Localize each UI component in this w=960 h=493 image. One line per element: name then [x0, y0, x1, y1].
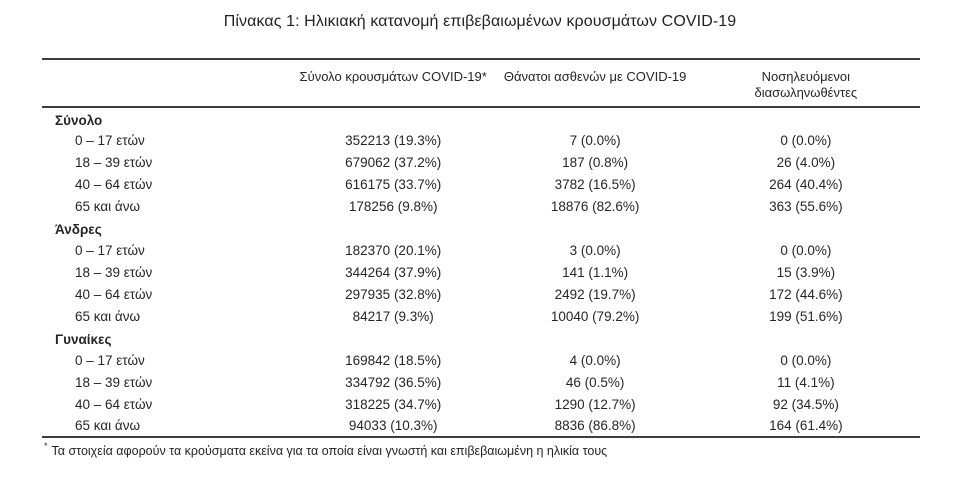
row-label: 0 – 17 ετών	[75, 242, 145, 258]
intubated-value: 363 (55.6%)	[769, 198, 843, 214]
deaths-value: 1290 (12.7%)	[554, 396, 636, 412]
column-header-intubated	[692, 59, 920, 107]
row-label: 0 – 17 ετών	[75, 352, 145, 368]
deaths-value: 4 (0.0%)	[569, 352, 621, 368]
column-header-deaths: Θάνατοι ασθενών με COVID-19	[499, 59, 692, 107]
column-header-cases: Σύνολο κρουσμάτων COVID-19*	[288, 59, 499, 107]
cases-value: 178256 (9.8%)	[348, 198, 438, 214]
deaths-value: 141 (1.1%)	[562, 264, 629, 280]
intubated-value: 92 (34.5%)	[772, 396, 839, 412]
column-header-empty	[42, 59, 288, 107]
intubated-value: 26 (4.0%)	[776, 154, 836, 170]
footnote-asterisk: *	[44, 441, 48, 451]
cases-value: 679062 (37.2%)	[345, 154, 442, 170]
deaths-value: 8836 (86.8%)	[554, 418, 636, 433]
row-label: 40 – 64 ετών	[75, 286, 153, 302]
row-label: 65 και άνω	[75, 198, 141, 214]
deaths-value: 3 (0.0%)	[569, 242, 621, 258]
row-label: 18 – 39 ετών	[75, 264, 153, 280]
deaths-value: 187 (0.8%)	[562, 154, 629, 170]
section-row-total	[42, 107, 920, 129]
intubated-value: 164 (61.4%)	[769, 418, 843, 433]
table-row	[42, 129, 920, 151]
intubated-value: 0 (0.0%)	[780, 132, 832, 148]
cases-value: 334792 (36.5%)	[345, 374, 442, 390]
table-row	[42, 305, 920, 327]
table-row	[42, 283, 920, 305]
section-label: Άνδρες	[55, 222, 102, 237]
deaths-value: 18876 (82.6%)	[550, 198, 640, 214]
intubated-value: 172 (44.6%)	[769, 286, 843, 302]
cases-value: 182370 (20.1%)	[345, 242, 442, 258]
footnote-text: Τα στοιχεία αφορούν τα κρούσματα εκείνα για τα οποία είναι γνωστή και επιβεβαιωμένη η ηλικία τους	[51, 444, 608, 458]
column-header-intubated-label: Νοσηλευόμενοι διασωληνωθέντες	[754, 69, 858, 100]
deaths-value: 46 (0.5%)	[565, 374, 625, 390]
intubated-value: 199 (51.6%)	[769, 308, 843, 324]
intubated-value: 264 (40.4%)	[769, 176, 843, 192]
deaths-value: 2492 (19.7%)	[554, 286, 636, 302]
deaths-value: 3782 (16.5%)	[554, 176, 636, 192]
section-row-men	[42, 217, 920, 239]
table-row	[42, 195, 920, 217]
cases-value: 344264 (37.9%)	[345, 264, 442, 280]
header-row	[42, 59, 920, 107]
table-footnote	[44, 441, 920, 458]
intubated-value: 15 (3.9%)	[776, 264, 836, 280]
row-label: 65 και άνω	[75, 418, 141, 433]
table-row	[42, 371, 920, 393]
cases-value: 352213 (19.3%)	[345, 132, 442, 148]
covid-age-distribution-table	[42, 58, 920, 438]
section-label: Σύνολο	[55, 112, 103, 128]
deaths-value: 10040 (79.2%)	[550, 308, 640, 324]
table-row	[42, 151, 920, 173]
row-label: 0 – 17 ετών	[75, 132, 145, 148]
cases-value: 84217 (9.3%)	[352, 308, 434, 324]
section-row-women	[42, 327, 920, 349]
cases-value: 318225 (34.7%)	[345, 396, 442, 412]
table-row	[42, 173, 920, 195]
table-row	[42, 239, 920, 261]
deaths-value: 7 (0.0%)	[569, 132, 621, 148]
table-row	[42, 415, 920, 437]
cases-value: 94033 (10.3%)	[348, 418, 438, 433]
row-label: 65 και άνω	[75, 308, 141, 324]
intubated-value: 0 (0.0%)	[780, 242, 832, 258]
row-label: 40 – 64 ετών	[75, 176, 153, 192]
page-title: Πίνακας 1: Ηλικιακή κατανομή επιβεβαιωμένων κρουσμάτων COVID-19	[223, 13, 737, 30]
table-row	[42, 261, 920, 283]
cases-value: 297935 (32.8%)	[345, 286, 442, 302]
intubated-value: 0 (0.0%)	[780, 352, 832, 368]
row-label: 18 – 39 ετών	[75, 154, 153, 170]
cases-value: 616175 (33.7%)	[345, 176, 442, 192]
row-label: 40 – 64 ετών	[75, 396, 153, 412]
cases-value: 169842 (18.5%)	[345, 352, 442, 368]
row-label: 18 – 39 ετών	[75, 374, 153, 390]
section-label: Γυναίκες	[55, 332, 112, 347]
table-row	[42, 393, 920, 415]
table-row	[42, 349, 920, 371]
intubated-value: 11 (4.1%)	[777, 374, 835, 390]
